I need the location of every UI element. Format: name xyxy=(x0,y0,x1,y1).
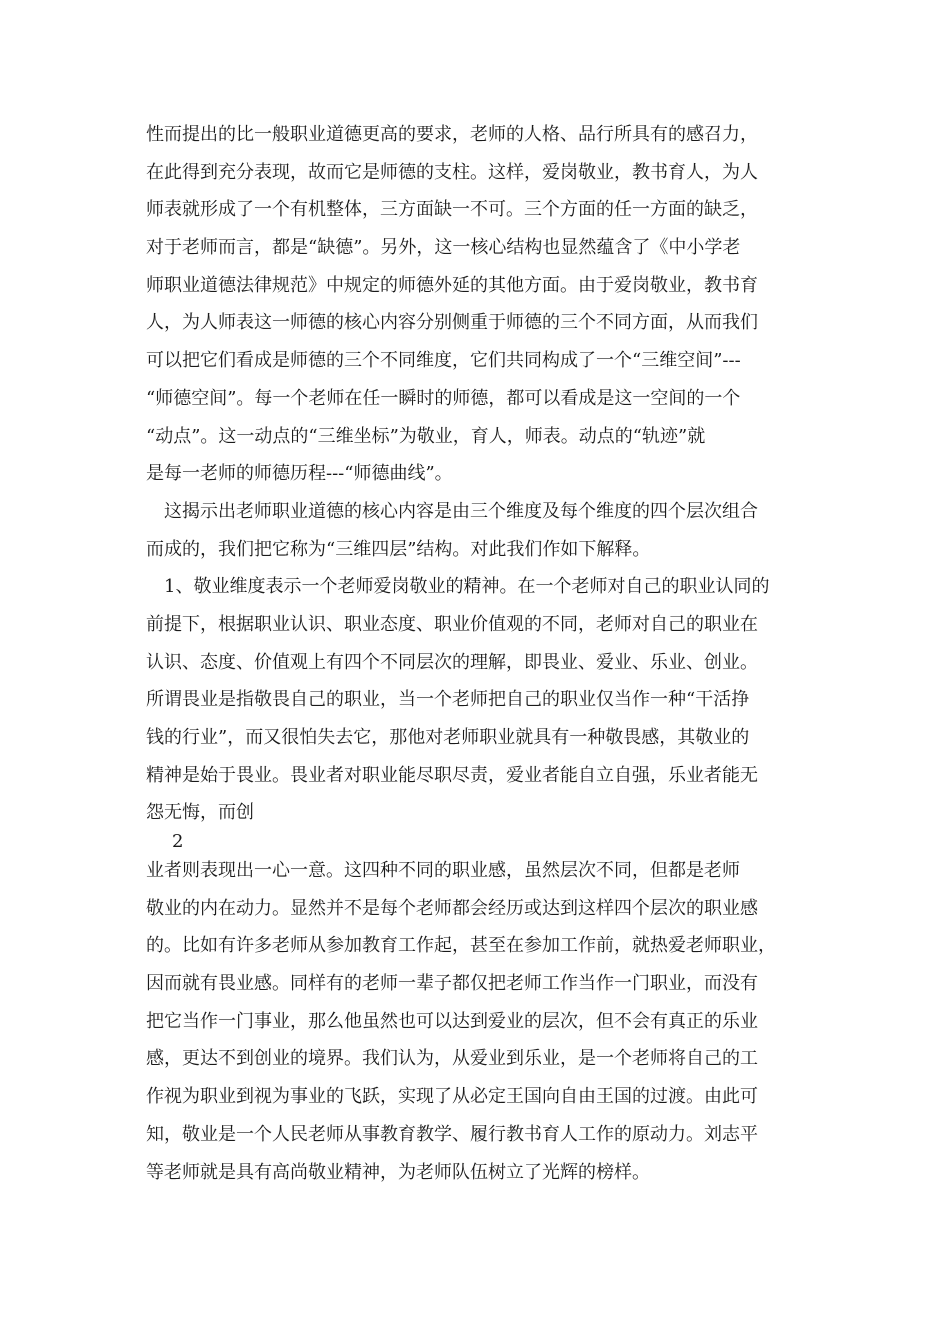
text-line: 精神是始于畏业。畏业者对职业能尽职尽责，爱业者能自立自强，乐业者能无 xyxy=(146,764,758,786)
text-line: 师职业道德法律规范》中规定的师德外延的其他方面。由于爱岗敬业，教书育 xyxy=(146,274,758,296)
text-line: 可以把它们看成是师德的三个不同维度，它们共同构成了一个“三维空间”--- xyxy=(146,350,741,372)
paragraph-start-line: 这揭示出老师职业道德的核心内容是由三个维度及每个维度的四个层次组合 xyxy=(164,500,758,522)
text-block-lower xyxy=(146,852,806,1191)
paragraph-start-line: 1、敬业维度表示一个老师爱岗敬业的精神。在一个老师对自己的职业认同的 xyxy=(164,576,770,598)
text-line: 钱的行业”，而又很怕失去它，那他对老师职业就具有一种敬畏感，其敬业的 xyxy=(146,727,750,748)
text-line: 等老师就是具有高尚敬业精神，为老师队伍树立了光辉的榜样。 xyxy=(146,1161,650,1183)
text-line: 业者则表现出一心一意。这四种不同的职业感，虽然层次不同，但都是老师 xyxy=(146,860,740,881)
text-block-upper xyxy=(146,116,806,832)
page-number: 2 xyxy=(172,831,184,852)
text-line: 知，敬业是一个人民老师从事教育教学、履行教书育人工作的原动力。刘志平 xyxy=(146,1123,758,1145)
text-line: 认识、态度、价值观上有四个不同层次的理解，即畏业、爱业、乐业、创业。 xyxy=(146,651,758,673)
text-line: 而成的，我们把它称为“三维四层”结构。对此我们作如下解释。 xyxy=(146,538,651,560)
text-line: “动点”。这一动点的“三维坐标”为敬业，育人，师表。动点的“轨迹”就 xyxy=(146,425,706,447)
text-line: 感，更达不到创业的境界。我们认为，从爱业到乐业，是一个老师将自己的工 xyxy=(146,1048,758,1070)
text-line: 是每一老师的师德历程---“师德曲线”。 xyxy=(146,463,453,485)
text-line: “师德空间”。每一个老师在任一瞬时的师德，都可以看成是这一空间的一个 xyxy=(146,387,741,409)
text-line: 作视为职业到视为事业的飞跃，实现了从必定王国向自由王国的过渡。由此可 xyxy=(146,1086,758,1108)
text-line: 的。比如有许多老师从参加教育工作起，甚至在参加工作前，就热爱老师职业， xyxy=(146,935,776,957)
text-line: 因而就有畏业感。同样有的老师一辈子都仅把老师工作当作一门职业，而没有 xyxy=(146,973,758,995)
text-line: 所谓畏业是指敬畏自己的职业，当一个老师把自己的职业仅当作一种“干活挣 xyxy=(146,689,750,711)
text-line: 师表就形成了一个有机整体，三方面缺一不可。三个方面的任一方面的缺乏， xyxy=(146,199,758,221)
text-line: 人，为人师表这一师德的核心内容分别侧重于师德的三个不同方面，从而我们 xyxy=(146,312,758,334)
text-line: 敬业的内在动力。显然并不是每个老师都会经历或达到这样四个层次的职业感 xyxy=(146,897,758,919)
text-line: 在此得到充分表现，故而它是师德的支柱。这样，爱岗敬业，教书育人，为人 xyxy=(146,161,758,183)
text-line: 把它当作一门事业，那么他虽然也可以达到爱业的层次，但不会有真正的乐业 xyxy=(146,1010,758,1032)
text-line: 前提下，根据职业认识、职业态度、职业价值观的不同，老师对自己的职业在 xyxy=(146,613,758,635)
text-line: 对于老师而言，都是“缺德”。另外，这一核心结构也显然蕴含了《中小学老 xyxy=(146,237,741,259)
text-line: 性而提出的比一般职业道德更高的要求，老师的人格、品行所具有的感召力， xyxy=(146,124,758,145)
text-line: 怨无悔，而创 xyxy=(146,802,254,824)
